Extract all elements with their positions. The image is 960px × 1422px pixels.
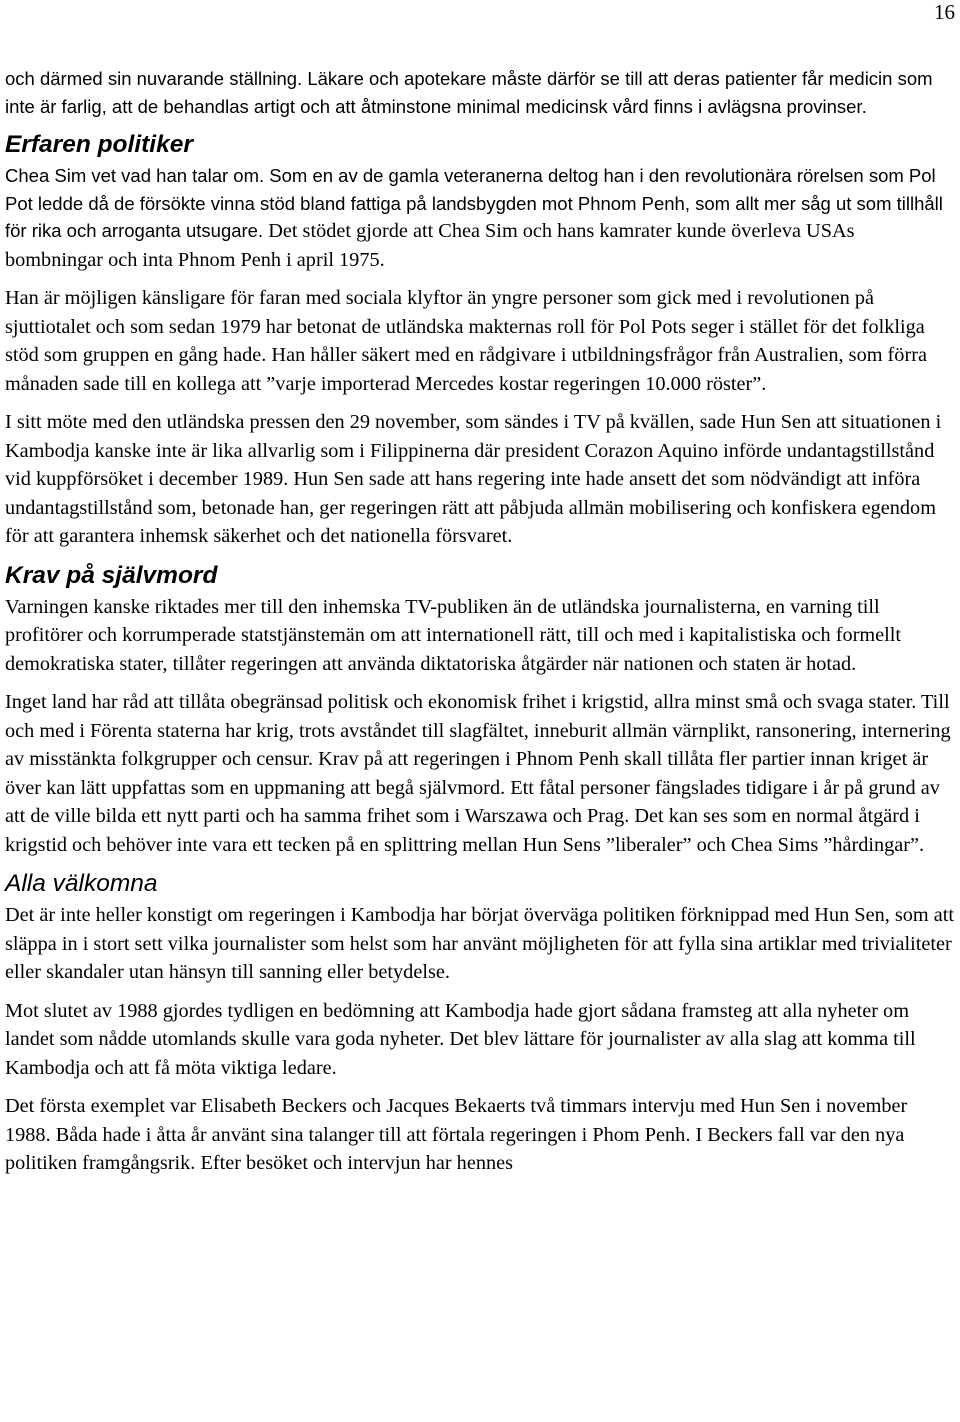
paragraph-end-of-1988: Mot slutet av 1988 gjordes tydligen en bedömning att Kambodja hade gjort sådana framsteg att alla nyheter om landet som nådde utomlands skulle vara goda nyheter. Det blev lättare för journalister av alla slag att komma till Kambodja och att få möta viktiga ledare.	[5, 999, 916, 1079]
section-heading-erfaren-politiker: Erfaren politiker	[5, 131, 193, 158]
section-heading-alla-valkomna: Alla välkomna	[5, 870, 158, 897]
paragraph-chea-sim-serif: Det stödet gjorde att Chea Sim och hans kamrater kunde överleva USAs bombningar och inta Phnom Penh i april 1975.	[5, 220, 855, 271]
paragraph-social-gaps: Han är möjligen känsligare för faran med sociala klyftor än yngre personer som gick med i revolutionen på sjuttiotalet och som sedan 1979 har betonat de utländska makternas roll för Pol Pots seger i stället för det folkliga stöd som gruppen en gång hade. Han håller säkert med en rådgivare i utbildningsfrågor från Australien, som förra månaden sade till en kollega att ”varje importerad Mercedes kostar regeringen 10.000 röster”.	[5, 287, 927, 395]
paragraph-chea-sim-sans: Chea Sim vet vad han talar om. Som en av de gamla veteranerna deltog han i den revolutionära rörelsen som Pol Pot ledde då de försökte vinna stöd bland fattiga på landsbygden mot Phnom Penh, som allt mer såg ut som tillhåll för rika och arroganta utsugare.	[5, 165, 943, 241]
paragraph-first-example: Det första exemplet var Elisabeth Beckers och Jacques Bekaerts två timmars intervju med Hun Sen i november 1988. Båda hade i åtta år använt sina talanger till att förtala regeringen i Phom Penh. I Beckers fall var den nya politiken framgångsrik. Efter besöket och intervjun har hennes	[5, 1095, 908, 1174]
paragraph-war-freedom: Inget land har råd att tillåta obegränsad politisk och ekonomisk frihet i krigstid, allra minst små och svaga stater. Till och med i Förenta staterna har krig, trots avståndet till slagfältet, inneburit allmän värnplikt, ransonering, internering av misstänkta folkgrupper och censur. Krav på att regeringen i Phnom Penh skall tillåta fler partier innan kriget är över kan lätt uppfattas som en uppmaning att begå självmord. Ett fåtal personer fängslades tidigare i år på grund av att de ville bilda ett nytt parti och ha samma frihet som i Warszawa och Prag. Det kan ses som en normal åtgärd i krigstid och behöver inte vara ett tecken på en splittring mellan Hun Sens ”liberaler” och Chea Sims ”hårdingar”.	[5, 691, 951, 856]
paragraph-warning: Varningen kanske riktades mer till den inhemska TV-publiken än de utländska journalisterna, en varning till profitörer och korrumperade statstjänstemän om att internationell rätt, till och med i kapitalistiska och formellt demokratiska stater, tillåter regeringen att använda diktatoriska åtgärder när nationen och staten är hotad.	[5, 595, 902, 675]
paragraph-continuation: och därmed sin nuvarande ställning. Läkare och apotekare måste därför se till att deras patienter får medicin som inte är farlig, att de behandlas artigt och att åtminstone minimal medicinsk vård finns i avlägsna provinser.	[5, 68, 933, 117]
page-content	[5, 65, 955, 1188]
paragraph-journalists-policy: Det är inte heller konstigt om regeringen i Kambodja har börjat överväga politiken förknippad med Hun Sen, som att släppa in i stort sett vilka journalister som helst som har använt möjligheten för att fylla sina artiklar med trivialiteter eller skandaler utan hänsyn till sanning eller betydelse.	[5, 904, 955, 983]
section-heading-krav-pa-sjalvmord: Krav på självmord	[5, 561, 218, 589]
paragraph-press-meeting: I sitt möte med den utländska pressen den 29 november, som sändes i TV på kvällen, sade Hun Sen att situationen i Kambodja kanske inte är lika allvarlig som i Filippinerna där president Corazon Aquino införde undantagstillstånd vid kuppförsöket i december 1989. Hun Sen sade att hans regering inte hade ansett det som nödvändigt att införa undantagstillstånd som, betonade han, ger regeringen rätt att påbjuda allmän mobilisering och konfiskera egendom för att garantera inhemsk säkerhet och det nationella försvaret.	[5, 411, 942, 547]
paragraph-chea-sim	[5, 162, 955, 274]
page-number: 16	[934, 0, 955, 24]
